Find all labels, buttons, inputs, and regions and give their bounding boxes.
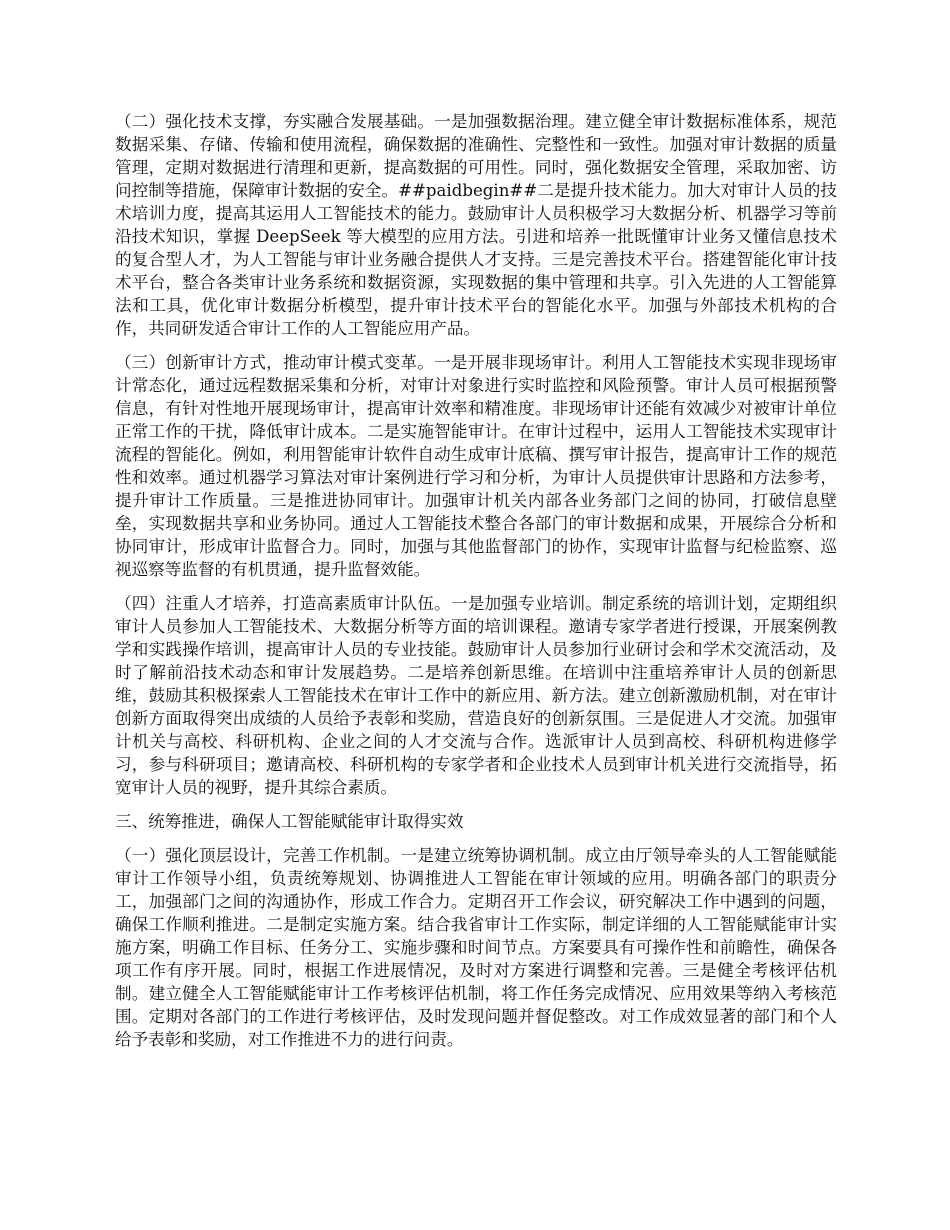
paragraph-talent-training: （四）注重人才培养，打造高素质审计队伍。一是加强专业培训。制定系统的培训计划，定期组织审计人员参加人工智能技术、大数据分析等方面的培训课程。邀请专家学者进行授课，开展案例教学和实践操作培训，提高审计人员的专业技能。鼓励审计人员参加行业研讨会和学术交流活动，及时了解前沿技术动态和审计发展趋势。二是培养创新思维。在培训中注重培养审计人员的创新思维，鼓励其积极探索人工智能技术在审计工作中的新应用、新方法。建立创新激励机制，对在审计创新方面取得突出成绩的人员给予表彰和奖励，营造良好的创新氛围。三是促进人才交流。加强审计机关与高校、科研机构、企业之间的人才交流与合作。选派审计人员到高校、科研机构进修学习，参与科研项目；邀请高校、科研机构的专家学者和企业技术人员到审计机关进行交流指导，拓宽审计人员的视野，提升其综合素质。 bbox=[115, 594, 837, 797]
paragraph-tech-support: （二）强化技术支撑，夯实融合发展基础。一是加强数据治理。建立健全审计数据标准体系，规范数据采集、存储、传输和使用流程，确保数据的准确性、完整性和一致性。加强对审计数据的质量管理，定期对数据进行清理和更新，提高数据的可用性。同时，强化数据安全管理，采取加密、访问控制等措施，保障审计数据的安全。##paidbegin##二是提升技术能力。加大对审计人员的技术培训力度，提高其运用人工智能技术的能力。鼓励审计人员积极学习大数据分析、机器学习等前沿技术知识，掌握 DeepSeek 等大模型的应用方法。引进和培养一批既懂审计业务又懂信息技术的复合型人才，为人工智能与审计业务融合提供人才支持。三是完善技术平台。搭建智能化审计技术平台，整合各类审计业务系统和数据资源，实现数据的集中管理和共享。引入先进的人工智能算法和工具，优化审计数据分析模型，提升审计技术平台的智能化水平。加强与外部技术机构的合作，共同研发适合审计工作的人工智能应用产品。 bbox=[115, 112, 837, 338]
document-body bbox=[115, 110, 837, 1062]
paragraph-audit-innovation: （三）创新审计方式，推动审计模式变革。一是开展非现场审计。利用人工智能技术实现非现场审计常态化，通过远程数据采集和分析，对审计对象进行实时监控和风险预警。审计人员可根据预警信息，有针对性地开展现场审计，提高审计效率和精准度。非现场审计还能有效减少对被审计单位正常工作的干扰，降低审计成本。二是实施智能审计。在审计过程中，运用人工智能技术实现审计流程的智能化。例如，利用智能审计软件自动生成审计底稿、撰写审计报告，提高审计工作的规范性和效率。通过机器学习算法对审计案例进行学习和分析，为审计人员提供审计思路和方法参考，提升审计工作质量。三是推进协同审计。加强审计机关内部各业务部门之间的协同，打破信息壁垒，实现数据共享和业务协同。通过人工智能技术整合各部门的审计数据和成果，开展综合分析和协同审计，形成审计监督合力。同时，加强与其他监督部门的协作，实现审计监督与纪检监察、巡视巡察等监督的有机贯通，提升监督效能。 bbox=[115, 353, 837, 579]
section-heading: 三、统筹推进，确保人工智能赋能审计取得实效 bbox=[115, 812, 464, 831]
paragraph-top-level-design: （一）强化顶层设计，完善工作机制。一是建立统筹协调机制。成立由厅领导牵头的人工智能赋能审计工作领导小组，负责统筹规划、协调推进人工智能在审计领域的应用。明确各部门的职责分工，加强部门之间的沟通协作，形成工作合力。定期召开工作会议，研究解决工作中遇到的问题，确保工作顺利推进。二是制定实施方案。结合我省审计工作实际，制定详细的人工智能赋能审计实施方案，明确工作目标、任务分工、实施步骤和时间节点。方案要具有可操作性和前瞻性，确保各项工作有序开展。同时，根据工作进展情况，及时对方案进行调整和完善。三是健全考核评估机制。建立健全人工智能赋能审计工作考核评估机制，将工作任务完成情况、应用效果等纳入考核范围。定期对各部门的工作进行考核评估，及时发现问题并督促整改。对工作成效显著的部门和个人给予表彰和奖励，对工作推进不力的进行问责。 bbox=[115, 846, 837, 1049]
